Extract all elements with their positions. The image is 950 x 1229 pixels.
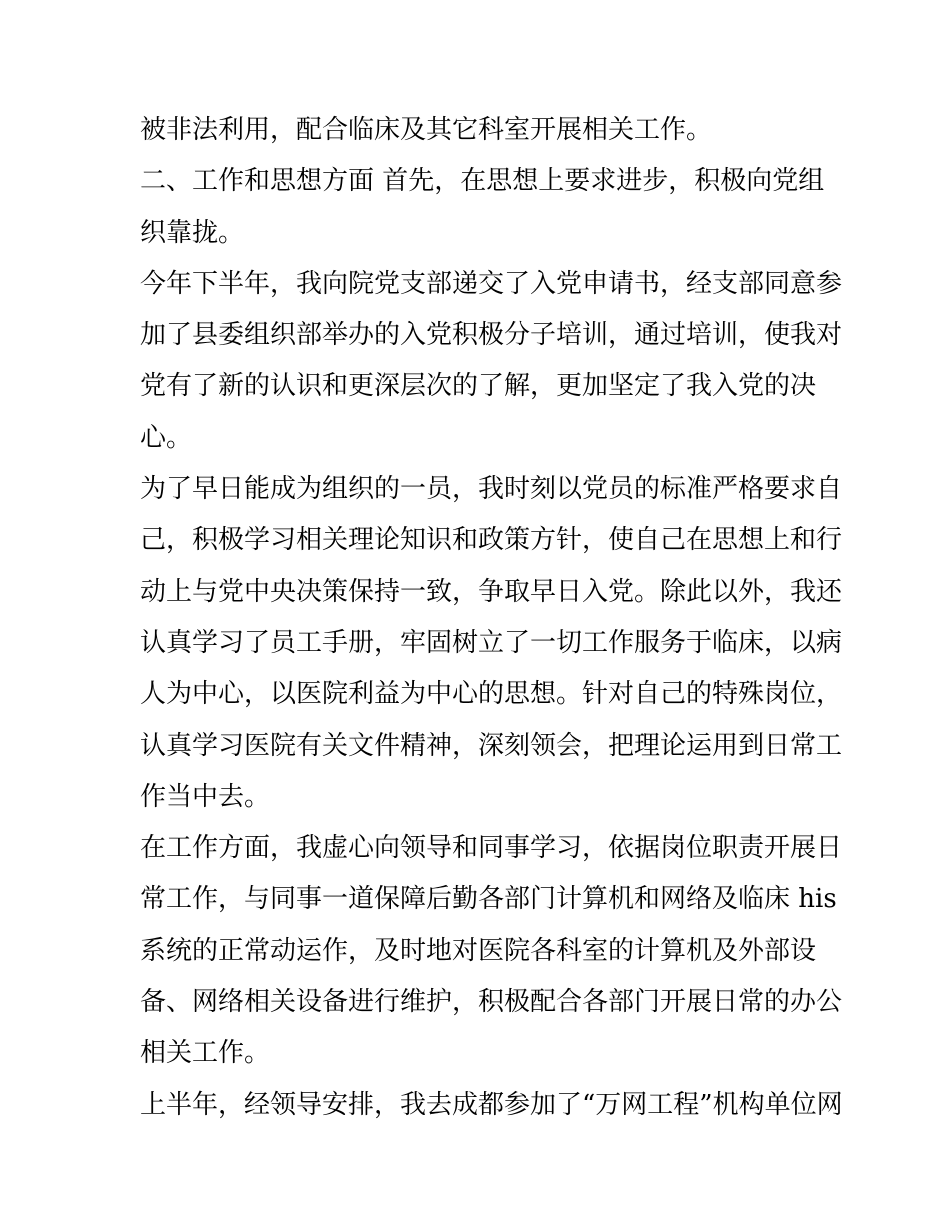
text-line: 备、网络相关设备进行维护，积极配合各部门开展日常的办公 [140, 987, 843, 1018]
text-line: 加了县委组织部举办的入党积极分子培训，通过培训，使我对 [140, 320, 843, 351]
text-line: 认真学习医院有关文件精神，深刻领会，把理论运用到日常工 [140, 730, 843, 761]
text-line: 作当中去。 [140, 781, 271, 812]
text-line: 二、工作和思想方面 首先，在思想上要求进步，积极向党组 [140, 166, 825, 197]
body-text [140, 105, 843, 1131]
text-line: 人为中心，以医院利益为中心的思想。针对自己的特殊岗位， [140, 679, 843, 710]
text-line: 今年下半年，我向院党支部递交了入党申请书，经支部同意参 [140, 268, 843, 299]
text-line: 系统的正常动运作，及时地对医院各科室的计算机及外部设 [140, 935, 817, 966]
text-line: 党有了新的认识和更深层次的了解，更加坚定了我入党的决 [140, 371, 817, 402]
text-line: 己，积极学习相关理论知识和政策方针，使自己在思想上和行 [140, 525, 843, 556]
text-line: 在工作方面，我虚心向领导和同事学习，依据岗位职责开展日 [140, 833, 843, 864]
text-line: 常工作，与同事一道保障后勤各部门计算机和网络及临床 his [140, 884, 837, 915]
text-line: 为了早日能成为组织的一员，我时刻以党员的标准严格要求自 [140, 474, 843, 505]
text-line: 相关工作。 [140, 1038, 271, 1069]
text-line: 心。 [140, 422, 193, 453]
text-line: 上半年，经领导安排，我去成都参加了“万网工程”机构单位网 [140, 1089, 843, 1120]
text-line: 织靠拢。 [140, 217, 245, 248]
text-line: 认真学习了员工手册，牢固树立了一切工作服务于临床，以病 [140, 627, 843, 658]
text-line: 被非法利用，配合临床及其它科室开展相关工作。 [140, 115, 713, 145]
text-line: 动上与党中央决策保持一致，争取早日入党。除此以外，我还 [140, 576, 843, 607]
